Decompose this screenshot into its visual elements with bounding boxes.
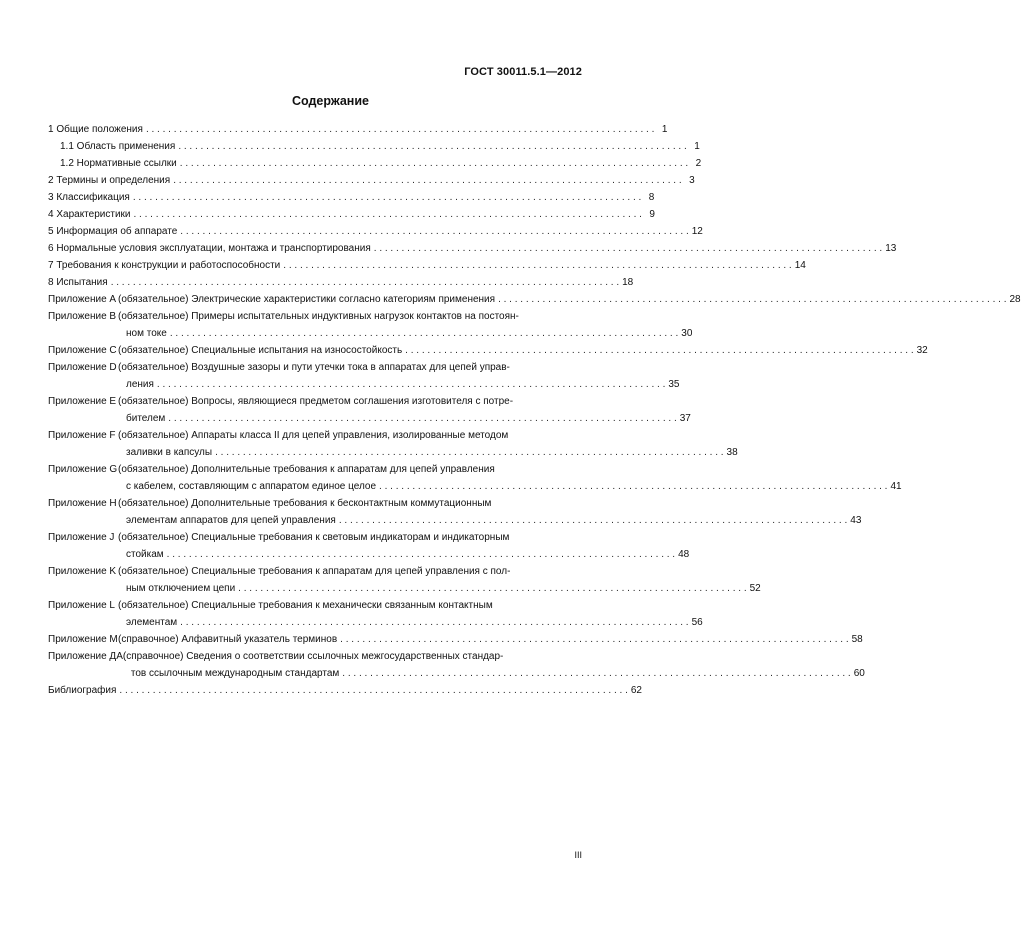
annex-title-continued: заливки в капсулы bbox=[126, 447, 213, 458]
toc-entry[interactable] bbox=[48, 121, 668, 138]
toc-annex-entry[interactable] bbox=[48, 563, 761, 597]
annex-title: (обязательное) Электрические характеристики согласно категориям применения bbox=[118, 294, 496, 305]
toc-entry[interactable] bbox=[48, 189, 655, 206]
toc-entry-page: 56 bbox=[691, 617, 703, 628]
annex-prefix: Приложение G bbox=[48, 464, 118, 475]
toc-entry-label: 2 Термины и определения bbox=[48, 175, 171, 186]
annex-prefix: Приложение D bbox=[48, 362, 117, 373]
annex-title: (обязательное) Дополнительные требования к аппаратам для цепей управления bbox=[118, 464, 495, 475]
toc-entry-page: 58 bbox=[851, 634, 863, 645]
annex-title: (обязательное) Специальные требования к механически связанным контактным bbox=[118, 600, 493, 611]
annex-title-continued: ным отключением цепи bbox=[126, 583, 236, 594]
leader-dots bbox=[133, 189, 641, 206]
annex-title: (обязательное) Специальные испытания на износостойкость bbox=[118, 345, 403, 356]
toc-entry-page: 43 bbox=[850, 515, 862, 526]
annex-title-continued: стойкам bbox=[126, 549, 164, 560]
annex-prefix: Приложение C bbox=[48, 345, 117, 356]
annex-title: (обязательное) Воздушные зазоры и пути утечки тока в аппаратах для цепей управ- bbox=[118, 362, 510, 373]
toc-entry-page: 28 bbox=[1009, 294, 1021, 305]
annex-title-continued: ления bbox=[126, 379, 154, 390]
toc-entry-page: 14 bbox=[794, 260, 806, 271]
toc-entry-label: 1 Общие положения bbox=[48, 124, 143, 135]
annex-title-continued: элементам bbox=[126, 617, 178, 628]
toc-entry-label: 6 Нормальные условия эксплуатации, монтажа и транспортирования bbox=[48, 243, 371, 254]
toc-entry-page: 1 bbox=[694, 141, 700, 152]
toc-entry[interactable] bbox=[48, 223, 703, 240]
annex-title-continued: элементам аппаратов для цепей управления bbox=[126, 515, 336, 526]
toc-annex-entry[interactable] bbox=[48, 648, 865, 682]
leader-dots bbox=[134, 206, 642, 223]
toc-annex-entry[interactable] bbox=[48, 342, 928, 359]
toc-entry-label: 1.2 Нормативные ссылки bbox=[60, 158, 177, 169]
leader-dots bbox=[339, 512, 847, 529]
toc-entry-page: 35 bbox=[668, 379, 680, 390]
page-number: III bbox=[574, 850, 582, 860]
toc-annex-entry[interactable] bbox=[48, 461, 902, 495]
annex-prefix: Приложение B bbox=[48, 311, 117, 322]
table-of-contents bbox=[48, 121, 1021, 699]
annex-prefix: Приложение A bbox=[48, 294, 117, 305]
toc-entry[interactable] bbox=[48, 138, 700, 155]
toc-entry-page: 52 bbox=[749, 583, 761, 594]
annex-prefix: Приложение K bbox=[48, 566, 117, 577]
toc-annex-entry[interactable] bbox=[48, 495, 862, 529]
annex-title-continued: тов ссылочным международным стандартам bbox=[130, 668, 340, 679]
annex-title: (обязательное) Вопросы, являющиеся предметом соглашения изготовителя с потре- bbox=[118, 396, 514, 407]
annex-prefix: Приложение E bbox=[48, 396, 117, 407]
toc-entry-bibliography[interactable] bbox=[48, 682, 642, 699]
toc-entry-page: 12 bbox=[691, 226, 703, 237]
toc-annex-entry[interactable] bbox=[48, 393, 691, 427]
leader-dots bbox=[498, 291, 1006, 308]
annex-title: (обязательное) Аппараты класса II для цепей управления, изолированные методом bbox=[118, 430, 509, 441]
annex-title-continued: бителем bbox=[126, 413, 166, 424]
toc-entry-page: 38 bbox=[726, 447, 738, 458]
toc-entry[interactable] bbox=[48, 274, 634, 291]
toc-entry[interactable] bbox=[48, 155, 702, 172]
toc-entry-label: 3 Классификация bbox=[48, 192, 130, 203]
toc-entry[interactable] bbox=[48, 240, 897, 257]
annex-title: (обязательное) Специальные требования к световым индикаторам и индикаторным bbox=[118, 532, 510, 543]
leader-dots bbox=[173, 172, 681, 189]
leader-dots bbox=[180, 614, 688, 631]
toc-annex-entry[interactable] bbox=[48, 631, 863, 648]
leader-dots bbox=[283, 257, 791, 274]
toc-entry-label: 1.1 Область применения bbox=[60, 141, 176, 152]
toc-entry[interactable] bbox=[48, 206, 655, 223]
annex-title: (обязательное) Специальные требования к аппаратам для цепей управления с пол- bbox=[118, 566, 511, 577]
leader-dots bbox=[146, 121, 654, 138]
toc-annex-entry[interactable] bbox=[48, 529, 690, 563]
leader-dots bbox=[157, 376, 665, 393]
toc-entry[interactable] bbox=[48, 257, 806, 274]
leader-dots bbox=[167, 546, 675, 563]
toc-entry-page: 3 bbox=[689, 175, 695, 186]
standard-designation: ГОСТ 30011.5.1—2012 bbox=[464, 66, 582, 78]
toc-entry-label: 5 Информация об аппарате bbox=[48, 226, 178, 237]
sections-list bbox=[48, 121, 897, 291]
leader-dots bbox=[379, 478, 887, 495]
leader-dots bbox=[340, 631, 848, 648]
toc-annex-entry[interactable] bbox=[48, 291, 1021, 308]
annex-title: (справочное) Алфавитный указатель терминов bbox=[118, 634, 338, 645]
toc-entry-page: 18 bbox=[622, 277, 634, 288]
leader-dots bbox=[170, 325, 678, 342]
toc-entry-page: 9 bbox=[649, 209, 655, 220]
toc-entry[interactable] bbox=[48, 172, 695, 189]
annexes-list bbox=[48, 291, 1021, 682]
toc-entry-page: 1 bbox=[661, 124, 668, 135]
toc-entry-page: 48 bbox=[678, 549, 690, 560]
annex-title-continued: ном токе bbox=[126, 328, 167, 339]
toc-annex-entry[interactable] bbox=[48, 427, 738, 461]
toc-annex-entry[interactable] bbox=[48, 597, 703, 631]
toc-entry-page: 62 bbox=[630, 685, 642, 696]
toc-entry-label: 8 Испытания bbox=[48, 277, 108, 288]
leader-dots bbox=[119, 682, 627, 699]
leader-dots bbox=[342, 665, 850, 682]
toc-entry-label: 7 Требования к конструкции и работоспособности bbox=[48, 260, 281, 271]
leader-dots bbox=[238, 580, 746, 597]
annex-prefix: Приложение ДА bbox=[48, 651, 123, 662]
toc-annex-entry[interactable] bbox=[48, 308, 693, 342]
toc-entry-page: 37 bbox=[679, 413, 691, 424]
annex-title: (справочное) Сведения о соответствии ссылочных межгосударственных стандар- bbox=[122, 651, 504, 662]
leader-dots bbox=[180, 223, 688, 240]
annex-prefix: Приложение L bbox=[48, 600, 115, 611]
toc-entry-page: 2 bbox=[695, 158, 702, 169]
page-title: Содержание bbox=[291, 94, 369, 108]
annex-prefix: Приложение J bbox=[48, 532, 115, 543]
annex-prefix: Приложение F bbox=[48, 430, 116, 441]
toc-entry-page: 32 bbox=[916, 345, 928, 356]
leader-dots bbox=[168, 410, 676, 427]
annex-title-continued: с кабелем, составляющим с аппаратом единое целое bbox=[126, 481, 377, 492]
annex-prefix: Приложение M bbox=[48, 634, 118, 645]
leader-dots bbox=[405, 342, 913, 359]
leader-dots bbox=[374, 240, 882, 257]
toc-entry-label: Библиография bbox=[48, 685, 117, 696]
toc-annex-entry[interactable] bbox=[48, 359, 680, 393]
annex-title: (обязательное) Примеры испытательных индуктивных нагрузок контактов на постоян- bbox=[118, 311, 519, 322]
toc-entry-page: 60 bbox=[853, 668, 865, 679]
toc-entry-label: 4 Характеристики bbox=[48, 209, 131, 220]
annex-prefix: Приложение H bbox=[48, 498, 117, 509]
toc-entry-page: 30 bbox=[681, 328, 693, 339]
leader-dots bbox=[111, 274, 619, 291]
toc-entry-page: 8 bbox=[648, 192, 655, 203]
leader-dots bbox=[180, 155, 688, 172]
leader-dots bbox=[215, 444, 723, 461]
toc-entry-page: 13 bbox=[885, 243, 897, 254]
toc-entry-page: 41 bbox=[890, 481, 902, 492]
leader-dots bbox=[178, 138, 686, 155]
annex-title: (обязательное) Дополнительные требования к бесконтактным коммутационным bbox=[118, 498, 492, 509]
